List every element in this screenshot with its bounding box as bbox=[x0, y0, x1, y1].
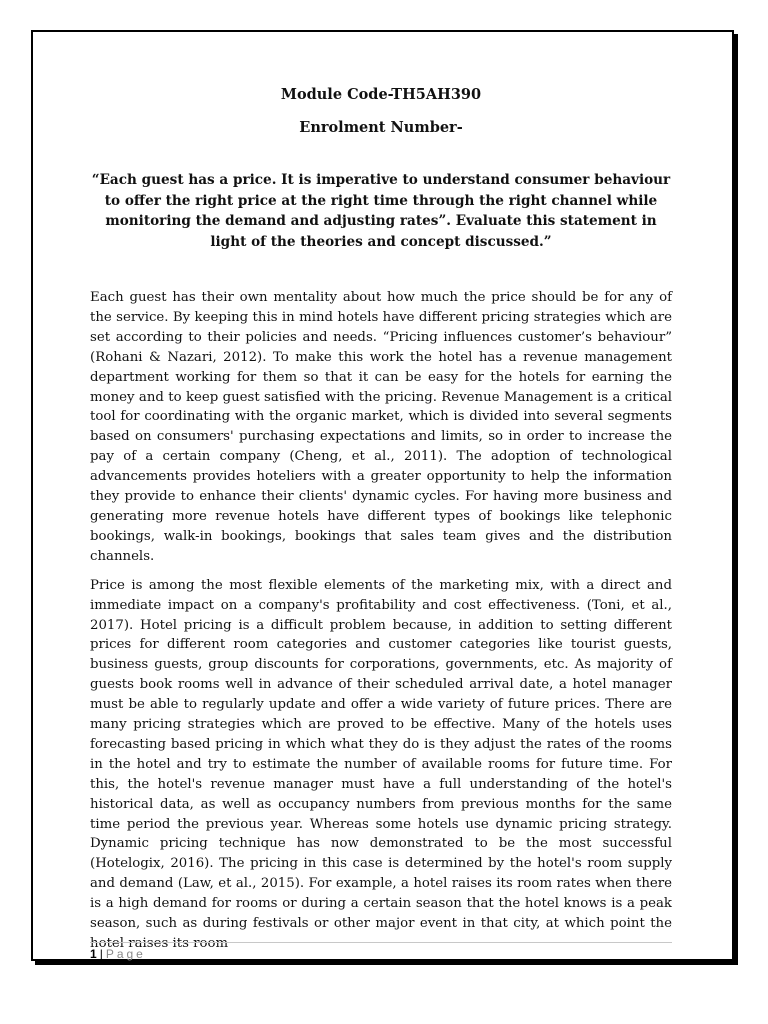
page-number: 1 bbox=[90, 947, 97, 961]
enrolment-number-heading: Enrolment Number- bbox=[299, 119, 463, 136]
footer-separator: | bbox=[99, 947, 103, 961]
module-code-heading: Module Code-TH5AH390 bbox=[280, 86, 482, 103]
document-body bbox=[90, 86, 672, 954]
page-footer bbox=[90, 942, 672, 961]
essay-question: “Each guest has a price. It is imperative to understand consumer behaviour to offer the right price at the right time through the right channel while monitoring the demand and adjusting rates”. Evaluate this statement in light of the theories and concept discussed.” bbox=[91, 172, 671, 250]
page-label: Page bbox=[105, 947, 146, 961]
paragraph-1: Each guest has their own mentality about how much the price should be for any of the service. By keeping this in mind hotels have different pricing strategies which are set according to their policies and needs. “Pricing influences customer’s behaviour” (Rohani & Nazari, 2012). To make this work the hotel has a revenue management department working for them so that it can be easy for the hotels for earning the money and to keep guest satisfied with the pricing. Revenue Management is a critical tool for coordinating with the organic market, which is divided into several segments based on consumers' purchasing expectations and limits, so in order to increase the pay of a certain company (Cheng, et al., 2011). The adoption of technological advancements provides hoteliers with a greater opportunity to help the information they provide to enhance their clients' dynamic cycles. For having more business and generating more revenue hotels have different types of bookings like telephonic bookings, walk-in bookings, bookings that sales team gives and the distribution channels. bbox=[90, 290, 672, 564]
paragraph-2: Price is among the most flexible elements of the marketing mix, with a direct and immediate impact on a company's profitability and cost effectiveness. (Toni, et al., 2017). Hotel pricing is a difficult problem because, in addition to setting different prices for different room categories and customer categories like tourist guests, business guests, group discounts for corporations, governments, etc. As majority of guests book rooms well in advance of their scheduled arrival date, a hotel manager must be able to regularly update and offer a wide variety of future prices. There are many pricing strategies which are proved to be effective. Many of the hotels uses forecasting based pricing in which what they do is they adjust the rates of the rooms in the hotel and try to estimate the number of available rooms for future time. For this, the hotel's revenue manager must have a full understanding of the hotel's historical data, as well as occupancy numbers from previous months for the same time period the previous year. Whereas some hotels use dynamic pricing strategy. Dynamic pricing technique has now demonstrated to be the most successful (Hotelogix, 2016). The pricing in this case is determined by the hotel's room supply and demand (Law, et al., 2015). For example, a hotel raises its room rates when there is a high demand for rooms or during a certain season that the hotel knows is a peak season, such as during festivals or other major event in that city, at which point the hotel raises its room bbox=[90, 577, 672, 951]
